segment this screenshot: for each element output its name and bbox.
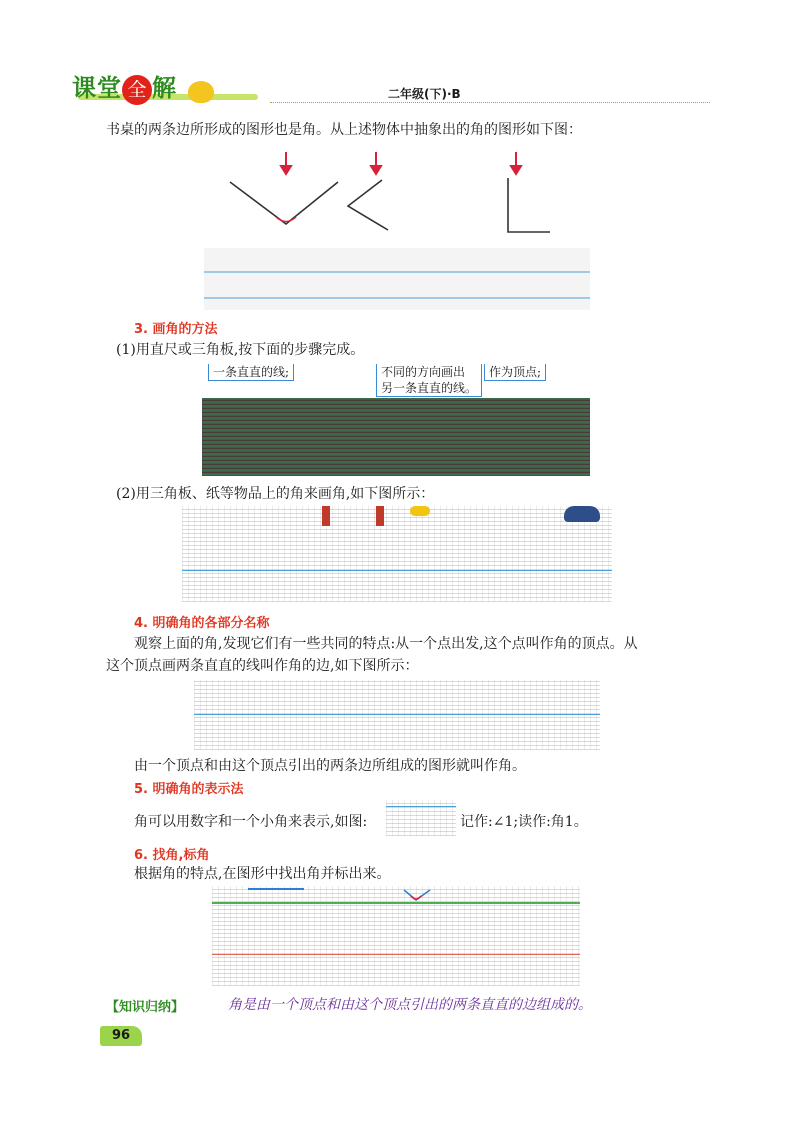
- figure-line: [386, 806, 456, 807]
- tip-label: 【知识归纳】: [106, 1000, 185, 1015]
- step-box-1: 一条直直的线;: [208, 364, 294, 381]
- cloth-icon: [564, 506, 600, 522]
- ruler-edge-right: [376, 506, 384, 526]
- triangle-ruler-figure: [182, 506, 612, 602]
- figure-line: [182, 570, 612, 571]
- section-6-heading: 6. 找角,标角: [134, 848, 210, 863]
- section-4-heading: 4. 明确角的各部分名称: [134, 616, 270, 631]
- intro-text: 书桌的两条边所形成的图形也是角。从上述物体中抽象出的角的图形如下图：: [106, 122, 582, 138]
- angle-parts-figure: [194, 680, 600, 750]
- section-4-paragraph-line-2: 这个顶点画两条直直的线叫作角的边,如下图所示：: [106, 658, 419, 674]
- paper-icon: [410, 506, 430, 516]
- bear-icon: [188, 81, 214, 103]
- notation-text-after: 记作:∠1;读作:角1。: [460, 814, 588, 830]
- angles-drawing: [204, 148, 590, 310]
- header-divider: [270, 102, 710, 103]
- notation-text-before: 角可以用数字和一个小角来表示,如图:: [134, 814, 368, 830]
- logo-text-1: 课堂: [72, 74, 122, 102]
- section-5-heading: 5. 明确角的表示法: [134, 782, 244, 797]
- figure-line-green: [212, 902, 580, 904]
- step-box-2-line-1: 不同的方向画出: [381, 365, 466, 379]
- page-number: 96: [100, 1026, 142, 1046]
- drawing-steps-figure: [202, 364, 590, 476]
- section-4-paragraph-line-1: 观察上面的角,发现它们有一些共同的特点:从一个点出发,这个点叫作角的顶点。从: [134, 636, 638, 652]
- grade-label: 二年级(下)·B: [388, 87, 461, 101]
- section-3-heading: 3. 画角的方法: [134, 322, 218, 337]
- tip-text: 角是由一个顶点和由这个顶点引出的两条直直的边组成的。: [228, 997, 592, 1013]
- angles-figure: [204, 148, 590, 310]
- step-2-text: (2)用三角板、纸等物品上的角来画角,如下图所示：: [116, 486, 435, 502]
- figure-line: [194, 714, 600, 715]
- step-box-2: [376, 364, 482, 397]
- ruler-edge-left: [322, 506, 330, 526]
- logo-text-2: 解: [152, 74, 177, 102]
- figure-line-red: [212, 954, 580, 955]
- figure-line: [248, 888, 304, 890]
- step-box-3: 作为顶点;: [484, 364, 546, 381]
- section-6-text: 根据角的特点,在图形中找出角并标出来。: [134, 866, 391, 882]
- angle-one-figure: [386, 800, 456, 836]
- logo-circle: 全: [122, 75, 152, 105]
- steps-illustration: [202, 398, 590, 476]
- step-box-2-line-2: 另一条直直的线。: [381, 381, 478, 395]
- find-angles-figure: [212, 886, 580, 986]
- step-1-text: (1)用直尺或三角板,按下面的步骤完成。: [116, 342, 365, 358]
- angle-definition: 由一个顶点和由这个顶点引出的两条边所组成的图形就叫作角。: [134, 758, 526, 774]
- book-logo: [72, 68, 272, 106]
